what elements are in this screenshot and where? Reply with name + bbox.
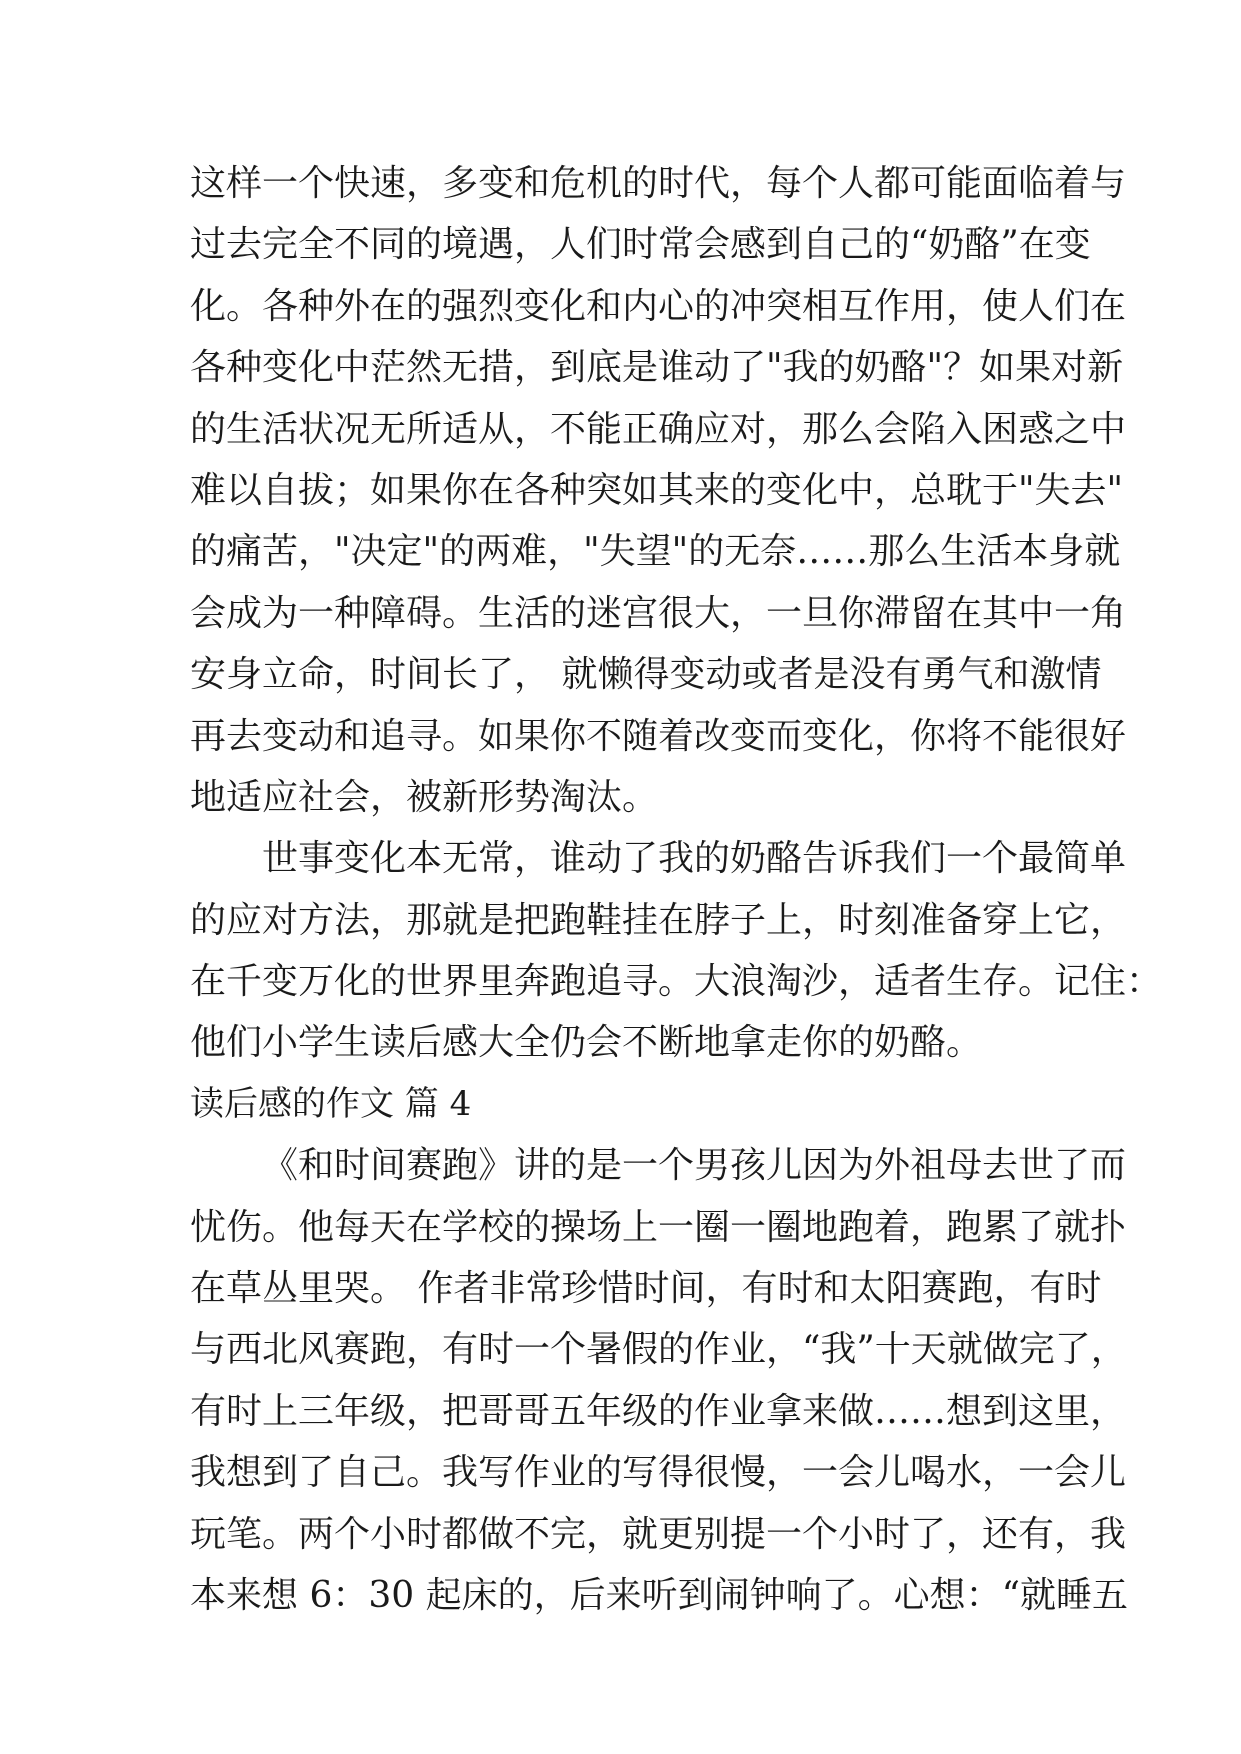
- text-line: 他们小学生读后感大全仍会不断地拿走你的奶酪。: [190, 1022, 983, 1064]
- text-line: 我想到了自己。我写作业的写得很慢，一会儿喝水，一会儿: [190, 1452, 1127, 1494]
- text-line: 过去完全不同的境遇，人们时常会感到自己的“奶酪”在变: [190, 224, 1091, 266]
- text-line: 各种变化中茫然无措，到底是谁动了"我的奶酪"？如果对新: [190, 347, 1124, 389]
- text-line: 会成为一种障碍。生活的迷宫很大，一旦你滞留在其中一角: [190, 592, 1127, 634]
- text-line: 再去变动和追寻。如果你不随着改变而变化，你将不能很好: [190, 715, 1127, 757]
- text-line: 化。各种外在的强烈变化和内心的冲突相互作用，使人们在: [190, 285, 1127, 327]
- text-line: 难以自拔；如果你在各种突如其来的变化中，总耽于"失去": [190, 469, 1124, 511]
- text-line: 玩笔。两个小时都做不完，就更别提一个小时了，还有，我: [190, 1513, 1127, 1555]
- text-line: 的应对方法，那就是把跑鞋挂在脖子上，时刻准备穿上它，: [190, 899, 1127, 941]
- text-line: 在草丛里哭。 作者非常珍惜时间，有时和太阳赛跑，有时: [190, 1268, 1102, 1310]
- paragraph-start-line: 世事变化本无常，谁动了我的奶酪告诉我们一个最简单: [262, 838, 1127, 880]
- text-line: 在千变万化的世界里奔跑追寻。大浪淘沙，适者生存。记住：: [190, 961, 1163, 1003]
- text-line: 忧伤。他每天在学校的操场上一圈一圈地跑着，跑累了就扑: [190, 1206, 1127, 1248]
- text-line: 这样一个快速，多变和危机的时代，每个人都可能面临着与: [190, 163, 1127, 204]
- text-line: 的生活状况无所适从，不能正确应对，那么会陷入困惑之中: [190, 408, 1127, 450]
- section-heading: 读后感的作文 篇 4: [190, 1083, 472, 1124]
- text-line: 的痛苦，"决定"的两难，"失望"的无奈……那么生活本身就: [190, 531, 1121, 573]
- text-line: 地适应社会，被新形势淘汰。: [190, 776, 659, 818]
- document-body: [190, 153, 1163, 1626]
- text-line: 与西北风赛跑，有时一个暑假的作业，“我”十天就做完了，: [190, 1329, 1127, 1371]
- paragraph-start-line: 《和时间赛跑》讲的是一个男孩儿因为外祖母去世了而: [262, 1145, 1127, 1187]
- text-line: 安身立命，时间长了， 就懒得变动或者是没有勇气和激情: [190, 654, 1102, 696]
- text-line: 本来想 6：30 起床的，后来听到闹钟响了。心想：“就睡五: [190, 1574, 1129, 1616]
- text-line: 有时上三年级，把哥哥五年级的作业拿来做……想到这里，: [190, 1390, 1127, 1432]
